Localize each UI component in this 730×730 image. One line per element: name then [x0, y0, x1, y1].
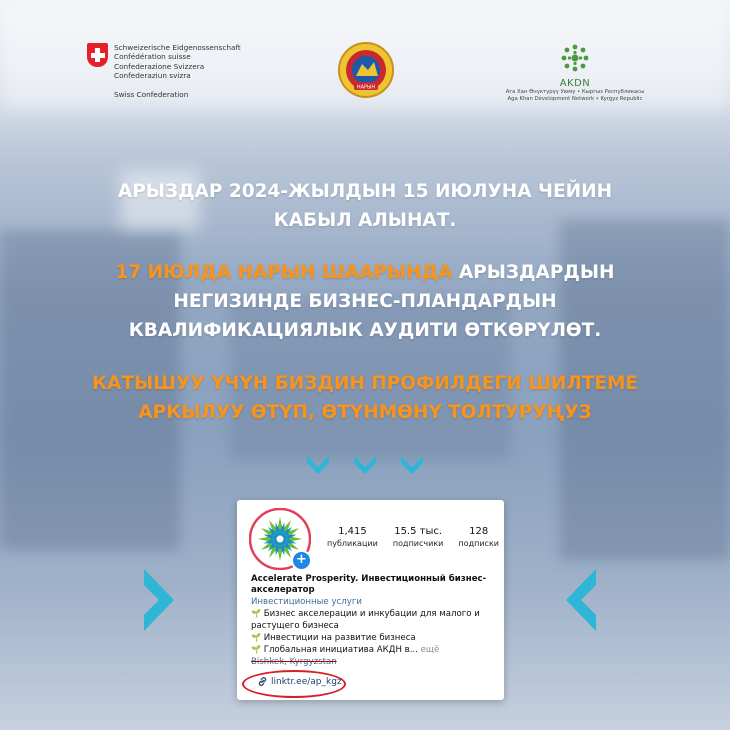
profile-location: Bishkek, Kyrgyzstan — [251, 656, 337, 667]
bio-bullet-text: Бизнес акселерации и инкубации для малого и растущего бизнеса — [251, 609, 480, 631]
swiss-flag-icon — [87, 43, 108, 67]
bio-bullet — [251, 608, 501, 632]
profile-link-text[interactable]: linktr.ee/ap_kgz — [271, 676, 342, 687]
naryn-emblem-icon — [336, 40, 396, 100]
bio-bullet — [251, 632, 501, 644]
swiss-line: Confederaziun svizra — [114, 71, 191, 81]
akdn-logo — [500, 44, 650, 103]
bio-bullet-text: Глобальная инициатива АКДН в... — [263, 645, 418, 656]
chevron-down-icon — [304, 450, 332, 478]
chevron-down-icon — [351, 450, 379, 478]
profile-bio — [251, 574, 501, 668]
stat-value: 128 — [469, 526, 489, 537]
chevron-left-icon — [560, 565, 600, 635]
chevron-right-icon — [140, 565, 180, 635]
more-link[interactable]: ещё — [420, 645, 440, 656]
akdn-line-ky: Ага Хан Өнүктүрүү Уюму • Кыргыз Республикасы — [505, 89, 645, 95]
message-orange: 17 ИЮЛДА НАРЫН ШААРЫНДА — [115, 262, 453, 283]
profile-link[interactable] — [257, 676, 342, 687]
profile-stats — [327, 525, 499, 549]
message-line: КВАЛИФИКАЦИЯЛЫК АУДИТИ ӨТКӨРҮЛӨТ. — [128, 320, 602, 341]
add-story-icon[interactable]: + — [291, 550, 312, 571]
message-line-mixed — [0, 258, 730, 287]
message-line-orange: АРКЫЛУУ ӨТҮП, ӨТҮНМӨНҮ ТОЛТУРУҢУЗ — [138, 402, 592, 423]
sprout-icon: 🌱 — [251, 633, 261, 643]
swiss-line: Schweizerische Eidgenossenschaft — [114, 43, 241, 52]
link-icon — [257, 676, 268, 687]
stat-label: подписчики — [392, 539, 444, 548]
emblem-label: НАРЫН — [356, 84, 376, 91]
stat-label: публикации — [327, 539, 378, 548]
message-line: КАБЫЛ АЛЫНАТ. — [273, 210, 457, 231]
message-white: АРЫЗДАРДЫН — [452, 262, 615, 283]
message-line: АРЫЗДАР 2024-ЖЫЛДЫН 15 ИЮЛУНА ЧЕЙИН — [117, 181, 613, 202]
akdn-line-en: Aga Khan Development Network • Kyrgyz Republic — [507, 96, 643, 102]
stat-posts[interactable] — [327, 525, 378, 549]
akdn-star-icon — [561, 44, 589, 72]
stat-value: 15.5 тыс. — [394, 526, 443, 537]
profile-name: Accelerate Prosperity. Инвестиционный бизнес-акселератор — [251, 574, 487, 596]
chevron-down-icon — [398, 450, 426, 478]
swiss-confederation: Swiss Confederation — [114, 89, 189, 99]
akdn-name: AKDN — [559, 78, 591, 89]
profile-category[interactable]: Инвестиционные услуги — [251, 596, 362, 607]
stat-followers[interactable] — [393, 525, 443, 549]
sprout-icon: 🌱 — [251, 609, 261, 619]
bio-bullet — [251, 644, 501, 656]
swiss-line: Confederazione Svizzera — [114, 61, 205, 71]
bio-bullet-text: Инвестиции на развитие бизнеса — [263, 633, 416, 644]
stat-value: 1,415 — [338, 526, 367, 537]
message-line: НЕГИЗИНДЕ БИЗНЕС-ПЛАНДАРДЫН — [173, 291, 557, 312]
sprout-icon: 🌱 — [251, 645, 261, 655]
stat-label: подписки — [458, 539, 499, 548]
swiss-logo — [87, 43, 241, 99]
message-line-orange: КАТЫШУУ ҮЧҮН БИЗДИН ПРОФИЛДЕГИ ШИЛТЕМЕ — [91, 373, 639, 394]
profile-card — [237, 500, 504, 700]
stat-following[interactable] — [458, 525, 499, 549]
swiss-line: Confédération suisse — [114, 52, 191, 62]
